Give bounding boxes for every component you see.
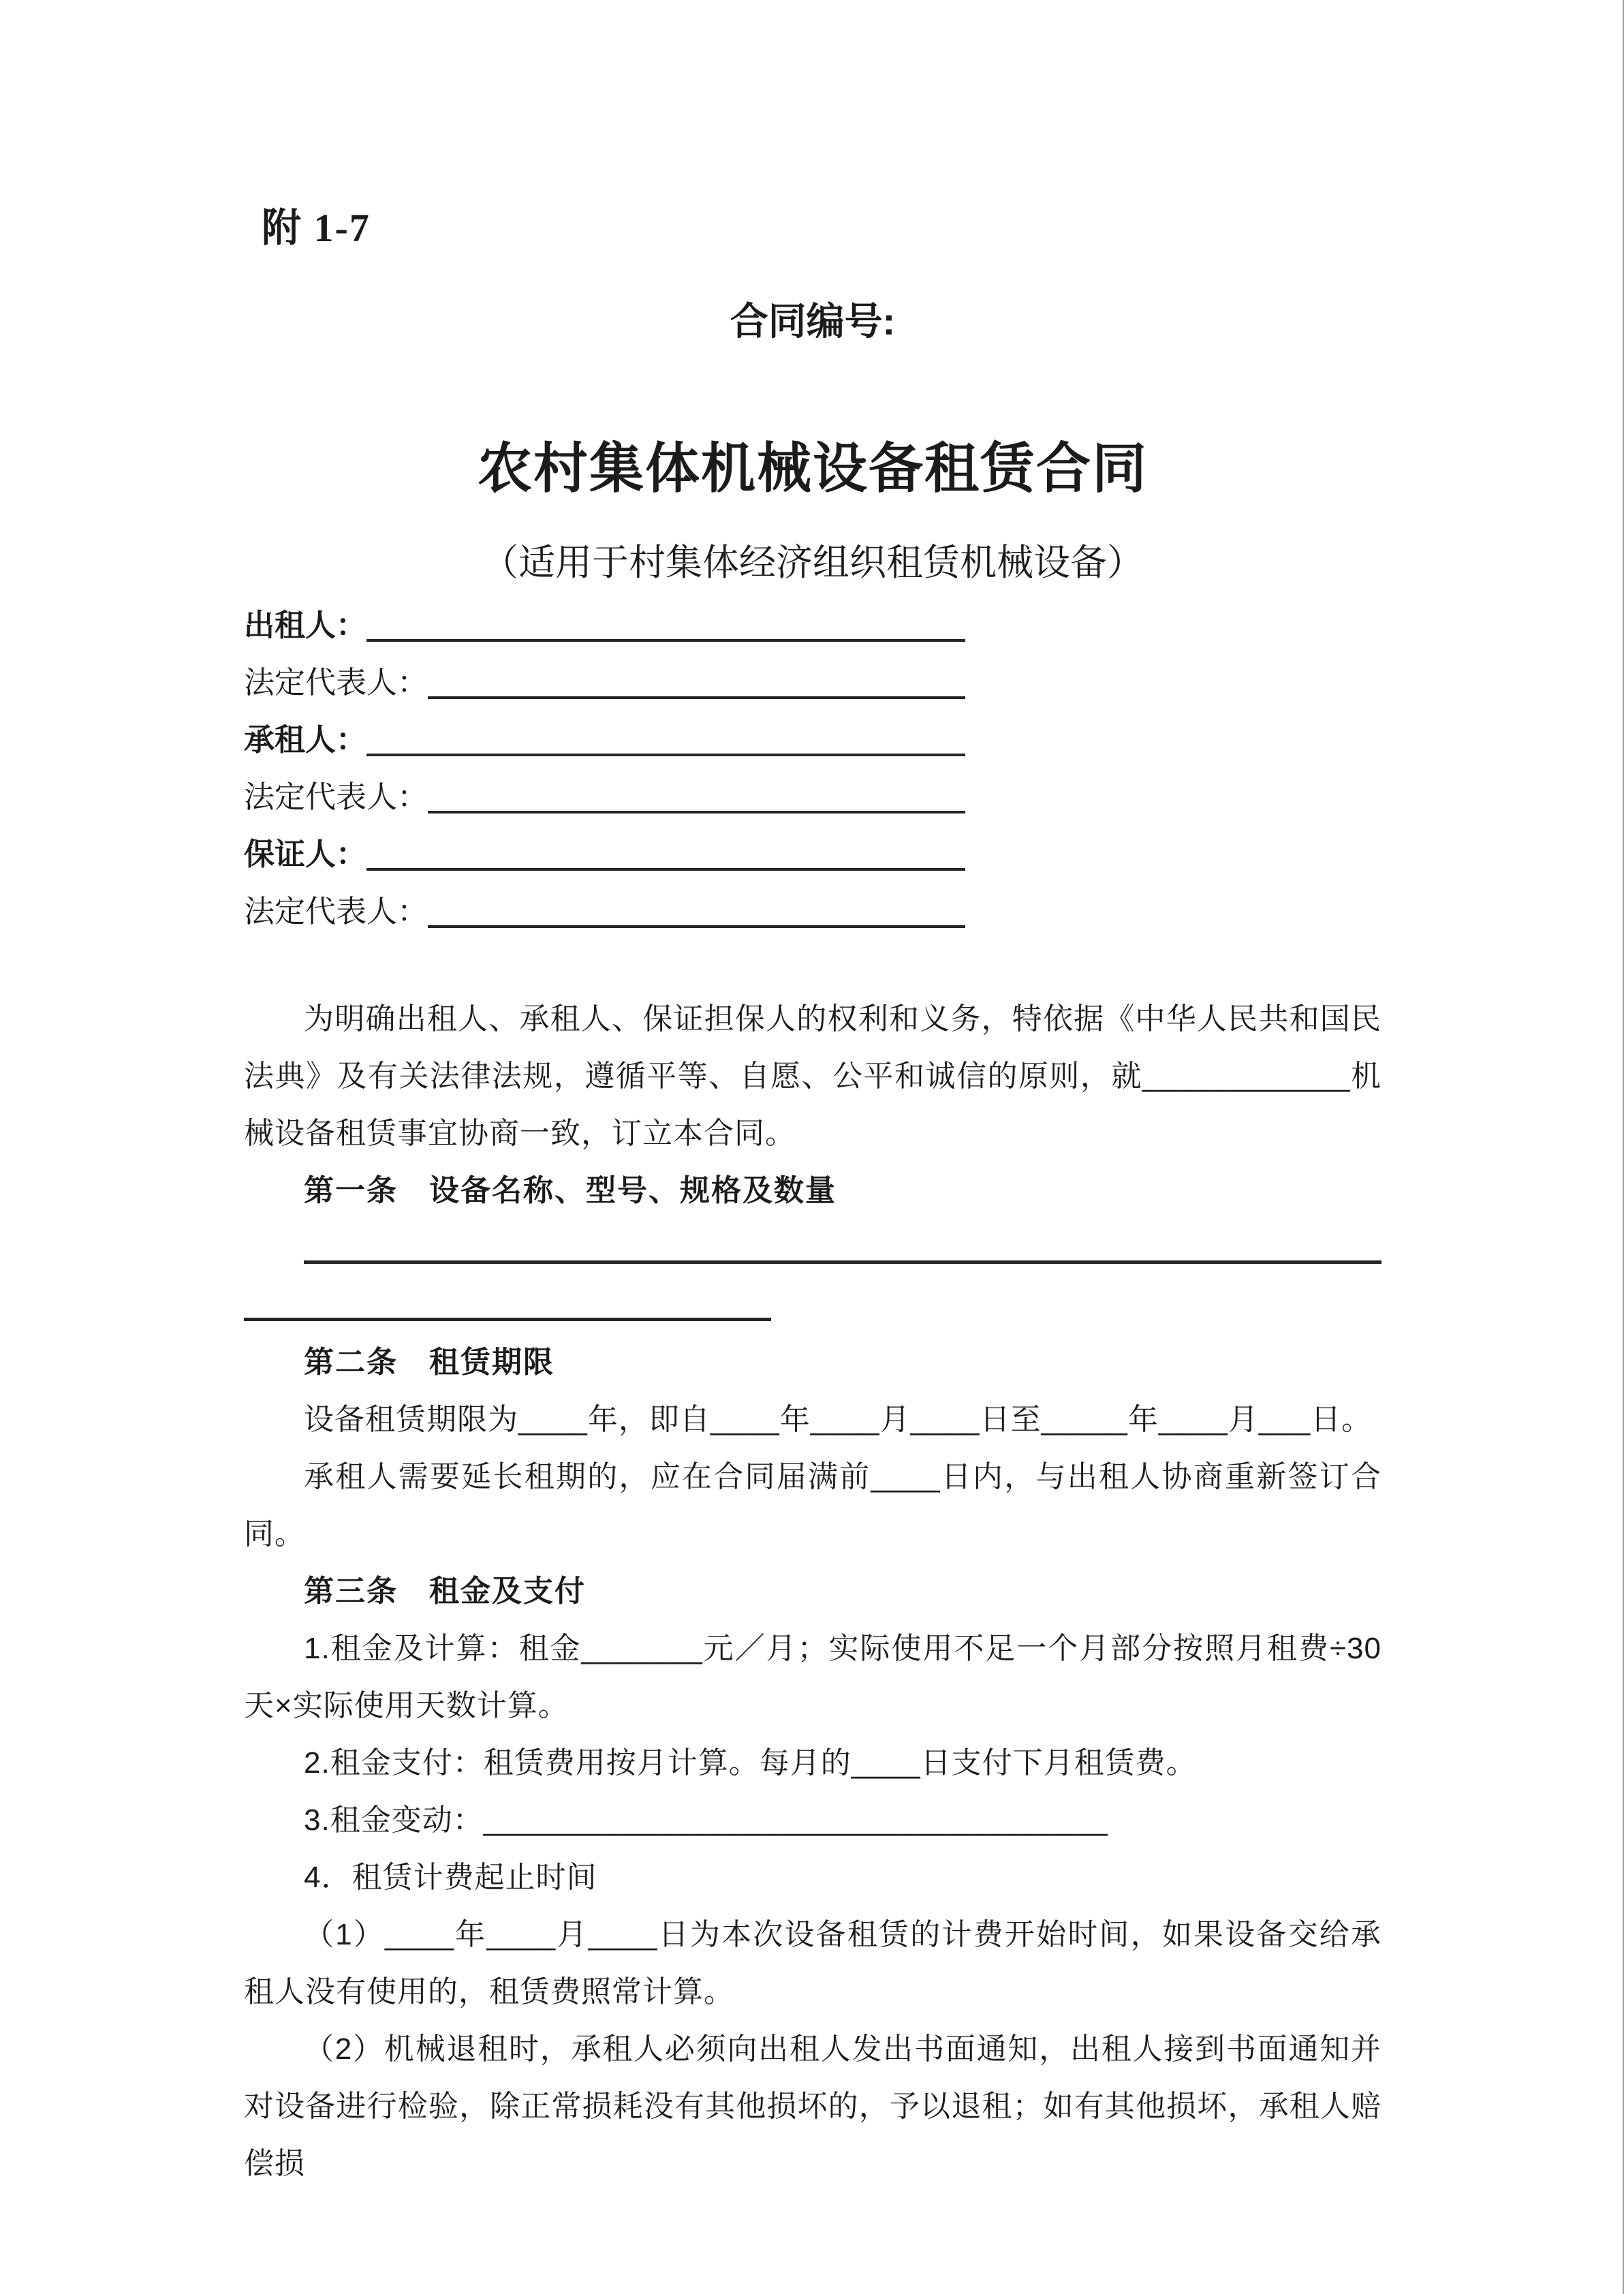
article-1-fill-in-line-2 — [244, 1318, 771, 1321]
guarantor-representative-label: 法定代表人： — [244, 894, 428, 929]
attachment-label: 附 1-7 — [262, 206, 371, 250]
lessee-fill-in-line — [366, 722, 965, 756]
article-2-heading: 第二条 租赁期限 — [304, 1346, 555, 1379]
article-1-heading: 第一条 设备名称、型号、规格及数量 — [304, 1174, 837, 1207]
guarantor-representative-fill-in-line — [428, 894, 965, 928]
article-2-clause-renewal: 承租人需要延长租期的，应在合同届满前____日内，与出租人协商重新签订合同。 — [244, 1460, 1381, 1551]
article-3-clause-rent-payment: 2.租金支付：租赁费用按月计算。每月的____日支付下月租赁费。 — [304, 1746, 1197, 1780]
contract-number-label: 合同编号: — [730, 300, 896, 343]
lessor-label: 出租人： — [244, 608, 367, 642]
article-3-clause-billing-start: （1）____年____月____日为本次设备租赁的计费开始时间，如果设备交给承租人没有使用的，租赁费照常计算。 — [244, 1918, 1381, 2009]
lessee-representative-label: 法定代表人： — [244, 779, 428, 814]
parties-section — [244, 608, 965, 951]
party-row-lessee — [244, 722, 965, 779]
lessee-representative-fill-in-line — [428, 779, 965, 813]
lessor-representative-label: 法定代表人： — [244, 665, 428, 700]
article-1-blank-row-1 — [244, 1220, 1381, 1277]
article-3-clause-billing-period: 4．租赁计费起止时间 — [304, 1861, 597, 1894]
party-row-lessor-representative — [244, 665, 965, 722]
party-row-guarantor-representative — [244, 894, 965, 951]
guarantor-label: 保证人： — [244, 837, 367, 871]
party-row-guarantor — [244, 837, 965, 894]
article-3-clause-rent-calculation: 1.租金及计算：租金_______元／月；实际使用不足一个月部分按照月租费÷30 天×实际使用天数计算。 — [244, 1632, 1381, 1722]
preamble-paragraph: 为明确出租人、承租人、保证担保人的权利和义务，特依据《中华人民共和国民法典》及有关法律法规，遵循平等、自愿、公平和诚信的原则，就____________机械设备租赁事宜协商一致，订立本合同。 — [244, 1002, 1381, 1150]
party-row-lessee-representative — [244, 779, 965, 837]
article-3-clause-rent-change: 3.租金变动：____________________________________ — [304, 1803, 1108, 1837]
page-subtitle: （适用于村集体经济组织租赁机械设备） — [482, 542, 1144, 583]
party-row-lessor — [244, 608, 965, 665]
lessor-representative-fill-in-line — [428, 665, 965, 699]
article-1-blank-row-2 — [244, 1277, 1381, 1334]
article-1-fill-in-line-1 — [304, 1260, 1381, 1264]
article-3-clause-return-notice: （2）机械退租时，承租人必须向出租人发出书面通知，出租人接到书面通知并对设备进行检验，除正常损耗没有其他损坏的，予以退租；如有其他损坏，承租人赔偿损 — [244, 2032, 1381, 2180]
lessor-fill-in-line — [366, 608, 965, 642]
article-3-heading: 第三条 租金及支付 — [304, 1575, 586, 1608]
page-title: 农村集体机械设备租赁合同 — [478, 438, 1148, 499]
guarantor-fill-in-line — [366, 837, 965, 871]
lessee-label: 承租人： — [244, 722, 367, 757]
article-2-clause-term: 设备租赁期限为____年，即自____年____月____日至_____年____月___日。 — [304, 1403, 1373, 1436]
